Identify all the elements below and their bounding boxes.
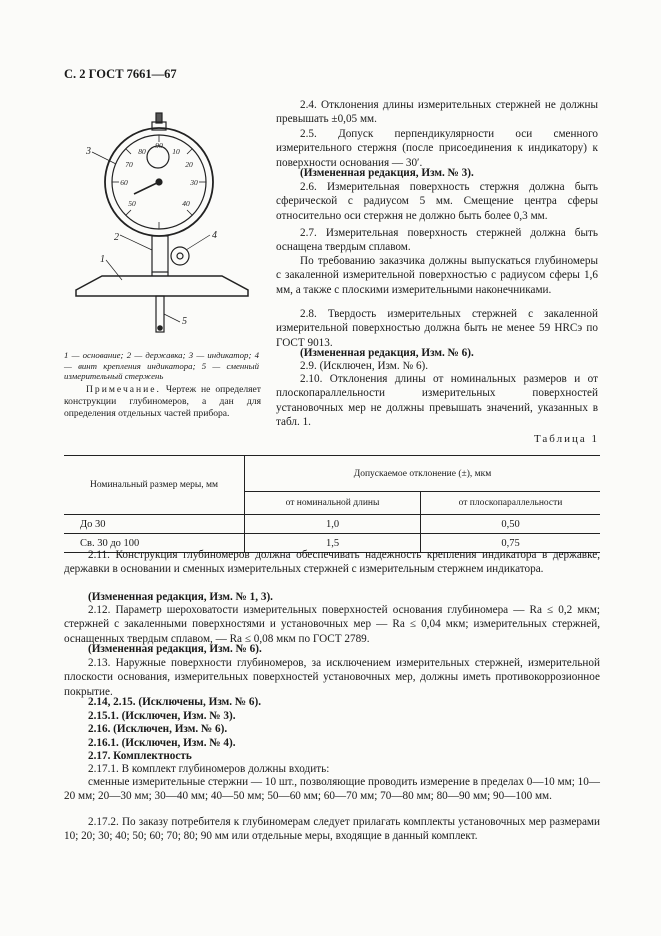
para-2-13: 2.13. Наружные поверхности глубиномеров, за исключением измерительных стержней, измерительной плоскости основания, измерительных поверхностей установочных мер, должны иметь противокоррозионное покрытие. bbox=[64, 657, 600, 698]
callout-3: 3 bbox=[86, 146, 91, 157]
page-header: С. 2 ГОСТ 7661—67 bbox=[64, 67, 177, 81]
callout-2: 2 bbox=[114, 232, 119, 243]
para-2-4: 2.4. Отклонения длины измерительных стержней не должны превышать ±0,05 мм. bbox=[276, 99, 598, 126]
callout-1: 1 bbox=[100, 254, 105, 265]
dial-num-90: 90 bbox=[155, 141, 163, 150]
amend-2-5: (Измененная редакция, Изм. № 3). bbox=[300, 167, 474, 179]
table-group-header: Допускаемое отклонение (±), мкм bbox=[245, 456, 601, 492]
para-2-17-1-list: сменные измерительные стержни — 10 шт., позволяющие проводить измерение в пределах 0—10 мм; 10—20 мм; 20—30 мм; 30—40 мм; 40—50 мм; 50—60 мм; 60—70 мм; 70—80 мм; 80—90 мм; 90—100 мм. bbox=[64, 776, 600, 803]
para-2-9: 2.9. (Исключен, Изм. № 6). bbox=[300, 360, 429, 372]
dial-num-20: 20 bbox=[185, 160, 193, 169]
note-text: Чертеж не определяет конструкции глубиномеров, а дан для определения отдельных частей прибора. bbox=[64, 384, 261, 419]
para-2-16-1: 2.16.1. (Исключен, Изм. № 4). bbox=[88, 737, 236, 749]
dial-num-50: 50 bbox=[128, 199, 136, 208]
amend-2-12: (Измененная редакция, Изм. № 6). bbox=[88, 643, 262, 655]
dial-num-70: 70 bbox=[125, 160, 133, 169]
para-2-11: 2.11. Конструкция глубиномеров должна обеспечивать надежность крепления индикатора в державке, державки в основании и сменных измерительных стержней с измерительным стержнем индикатора. bbox=[64, 549, 600, 576]
callout-5: 5 bbox=[182, 316, 187, 327]
dial-needle bbox=[134, 182, 159, 194]
dial-num-80: 80 bbox=[138, 147, 146, 156]
table-sub-header-1: от номинальной длины bbox=[245, 492, 421, 515]
base bbox=[76, 276, 248, 296]
para-2-6: 2.6. Измерительная поверхность стержня должна быть сферической с радиусом 5 мм. Смещение центра сферы относительно оси стержня не должно быть более 0,3 мм. bbox=[276, 181, 598, 222]
para-2-14: 2.14, 2.15. (Исключены, Изм. № 6). bbox=[88, 696, 262, 708]
callout-4: 4 bbox=[212, 230, 217, 241]
table-cell: 0,50 bbox=[421, 515, 601, 534]
table-sub-header-2: от плоскопараллельности bbox=[421, 492, 601, 515]
para-2-7: 2.7. Измерительная поверхность стержней должна быть оснащена твердым сплавом. bbox=[276, 227, 598, 254]
para-2-10: 2.10. Отклонения длины от номинальных размеров и от плоскопараллельности измерительных поверхностей установочных мер не должны превышать значений, указанных в табл. 1. bbox=[276, 373, 598, 428]
para-2-17-2: 2.17.2. По заказу потребителя к глубиномерам следует прилагать комплекты установочных мер размерами 10; 20; 30; 40; 50; 60; 70; 80; 90 мм или отдельные меры, входящие в данный комплект. bbox=[64, 816, 600, 843]
dial-num-60: 60 bbox=[120, 178, 128, 187]
amend-2-11: (Измененная редакция, Изм. № 1, 3). bbox=[88, 591, 273, 603]
table-1 bbox=[64, 455, 600, 553]
note-label: Примечание. bbox=[86, 384, 161, 395]
dial-hub bbox=[156, 179, 162, 185]
holder bbox=[152, 236, 168, 272]
para-2-17: 2.17. Комплектность bbox=[88, 750, 192, 762]
dial-num-40: 40 bbox=[182, 199, 190, 208]
table-cell: До 30 bbox=[64, 515, 245, 534]
table-label: Таблица 1 bbox=[533, 433, 599, 445]
para-2-17-1: 2.17.1. В комплект глубиномеров должны входить: bbox=[88, 763, 330, 775]
table-cell: 0,75 bbox=[421, 534, 601, 553]
depth-gauge-drawing bbox=[72, 110, 262, 345]
figure-note bbox=[64, 384, 261, 420]
para-2-5: 2.5. Допуск перпендикулярности оси сменного измерительного стержня (после присоединения к индикатору) к поверхности основания — 30′. bbox=[276, 128, 598, 169]
table-cell: Св. 30 до 100 bbox=[64, 534, 245, 553]
dial-num-10: 10 bbox=[172, 147, 180, 156]
para-2-7-extra: По требованию заказчика должны выпускаться глубиномеры с закаленной измерительной поверхностью с радиусом сферы 1,6 мм, а также с плоскими измерительными наконечниками. bbox=[276, 255, 598, 296]
table-col1-header: Номинальный размер меры, мм bbox=[64, 456, 245, 515]
figure-caption: 1 — основание; 2 — державка; 3 — индикатор; 4 — винт крепления индикатора; 5 — сменный измерительный стержень bbox=[64, 350, 259, 381]
amend-2-8: (Измененная редакция, Изм. № 6). bbox=[300, 347, 474, 359]
table-cell: 1,5 bbox=[245, 534, 421, 553]
para-2-12: 2.12. Параметр шероховатости измерительных поверхностей основания глубиномера — Ra ≤ 0,2 мкм; стержней с закаленными поверхностями и установочных мер — Ra ≤ 0,04 мкм; измерительных стержней, оснащенных твердым сплавом, — Ra ≤ 0,08 мкм по ГОСТ 2789. bbox=[64, 604, 600, 645]
dial-num-30: 30 bbox=[190, 178, 198, 187]
para-2-8: 2.8. Твердость измерительных стержней с закаленной измерительной поверхностью должна быть не менее 59 HRCэ по ГОСТ 9013. bbox=[276, 308, 598, 349]
table-cell: 1,0 bbox=[245, 515, 421, 534]
para-2-16: 2.16. (Исключен, Изм. № 6). bbox=[88, 723, 228, 735]
para-2-15-1: 2.15.1. (Исключен, Изм. № 3). bbox=[88, 710, 236, 722]
